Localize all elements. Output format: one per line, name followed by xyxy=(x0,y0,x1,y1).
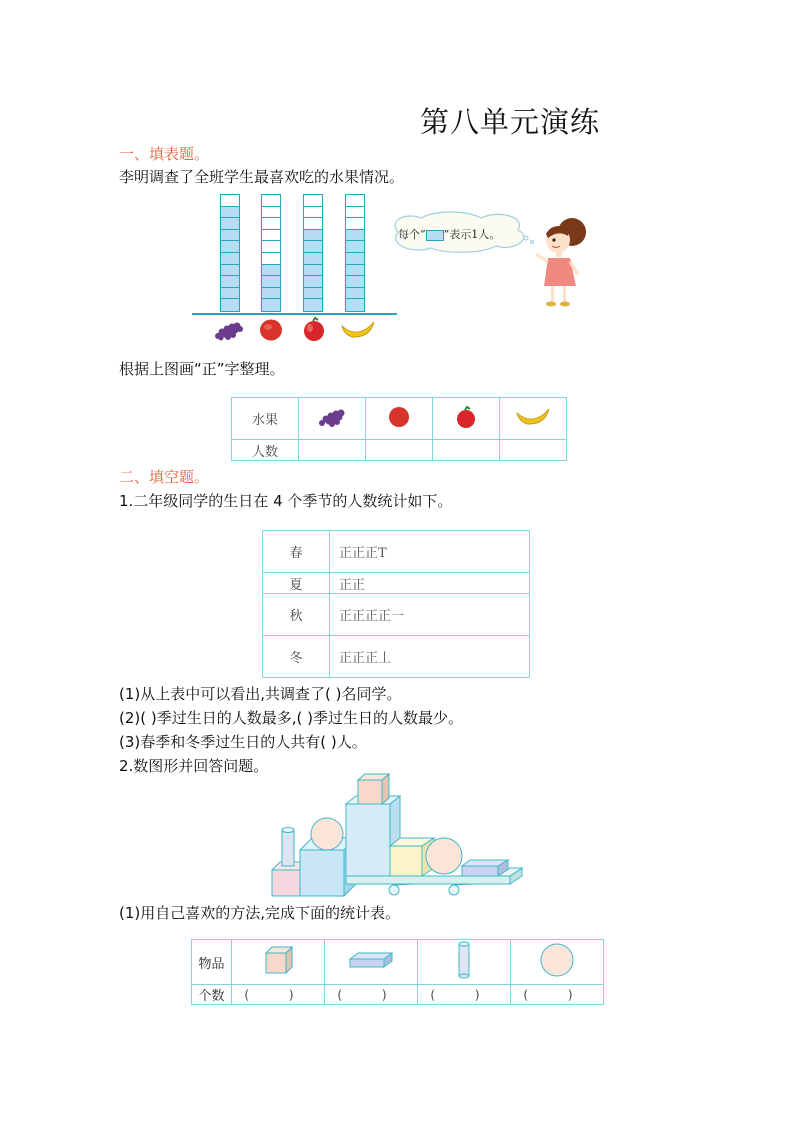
unit-square-icon xyxy=(426,230,444,241)
bubble-prefix: 每个“ xyxy=(398,228,426,241)
bar-grapes xyxy=(220,194,240,312)
section-2-heading: 二、填空题。 xyxy=(119,468,210,486)
season-spring: 春 xyxy=(263,531,330,573)
cube-icon xyxy=(262,945,294,975)
q1-sub3: (3)春季和冬季过生日的人共有( )人。 xyxy=(119,733,367,751)
count-blank-cube[interactable]: ( ) xyxy=(232,985,325,1005)
q1-intro: 1.二年级同学的生日在 4 个季节的人数统计如下。 xyxy=(119,492,453,510)
cell-grapes xyxy=(299,398,366,440)
bubble-suffix: ”表示1人。 xyxy=(443,228,501,241)
cell-cylinder xyxy=(418,940,511,985)
fruit-count-table xyxy=(231,397,567,461)
grapes-icon xyxy=(212,318,244,342)
apple-icon xyxy=(454,404,478,430)
bar-apple xyxy=(303,194,323,312)
shape-count-table xyxy=(191,939,604,1005)
count-input-banana[interactable] xyxy=(500,440,567,461)
banana-icon xyxy=(340,320,376,340)
q2-sub1: (1)用自己喜欢的方法,完成下面的统计表。 xyxy=(119,904,401,922)
banana-icon xyxy=(515,407,551,427)
q1-sub2: (2)( )季过生日的人数最多,( )季过生日的人数最少。 xyxy=(119,709,463,727)
count-input-apple[interactable] xyxy=(433,440,500,461)
count-input-peach[interactable] xyxy=(366,440,433,461)
cylinder-icon xyxy=(456,940,472,980)
season-tally-table xyxy=(262,530,530,678)
bar-peach xyxy=(261,194,281,312)
count-row-label: 个数 xyxy=(192,985,232,1005)
cell-cube xyxy=(232,940,325,985)
count-row-label: 人数 xyxy=(232,440,299,461)
peach-icon xyxy=(387,405,411,429)
tally-summer: 正正 xyxy=(330,573,530,594)
section-1-intro: 李明调查了全班学生最喜欢吃的水果情况。 xyxy=(119,168,405,186)
page-title: 第八单元演练 xyxy=(419,105,600,139)
girl-illustration xyxy=(530,214,590,314)
cell-apple xyxy=(433,398,500,440)
fruit-row-label: 水果 xyxy=(232,398,299,440)
apple-icon xyxy=(301,316,327,342)
count-input-grapes[interactable] xyxy=(299,440,366,461)
tally-instruction: 根据上图画“正”字整理。 xyxy=(119,360,285,378)
cell-cuboid xyxy=(325,940,418,985)
cell-sphere xyxy=(511,940,604,985)
cell-peach xyxy=(366,398,433,440)
count-blank-cuboid[interactable]: ( ) xyxy=(325,985,418,1005)
section-1-heading: 一、填表题。 xyxy=(119,145,210,163)
peach-icon xyxy=(258,318,284,342)
count-blank-sphere[interactable]: ( ) xyxy=(511,985,604,1005)
q2-intro: 2.数图形并回答问题。 xyxy=(119,757,269,775)
tally-autumn: 正正正正一 xyxy=(330,594,530,636)
chart-baseline xyxy=(192,313,397,315)
shapes-illustration xyxy=(268,772,528,900)
sphere-icon xyxy=(539,942,575,978)
tally-winter: 正正正丄 xyxy=(330,636,530,678)
q1-sub1: (1)从上表中可以看出,共调查了( )名同学。 xyxy=(119,685,402,703)
cell-banana xyxy=(500,398,567,440)
count-blank-cylinder[interactable]: ( ) xyxy=(418,985,511,1005)
cuboid-icon xyxy=(348,950,394,970)
bar-banana xyxy=(345,194,365,312)
season-summer: 夏 xyxy=(263,573,330,594)
tally-spring: 正正正T xyxy=(330,531,530,573)
item-row-label: 物品 xyxy=(192,940,232,985)
bubble-text xyxy=(398,226,500,242)
season-winter: 冬 xyxy=(263,636,330,678)
grapes-icon xyxy=(316,405,348,429)
season-autumn: 秋 xyxy=(263,594,330,636)
